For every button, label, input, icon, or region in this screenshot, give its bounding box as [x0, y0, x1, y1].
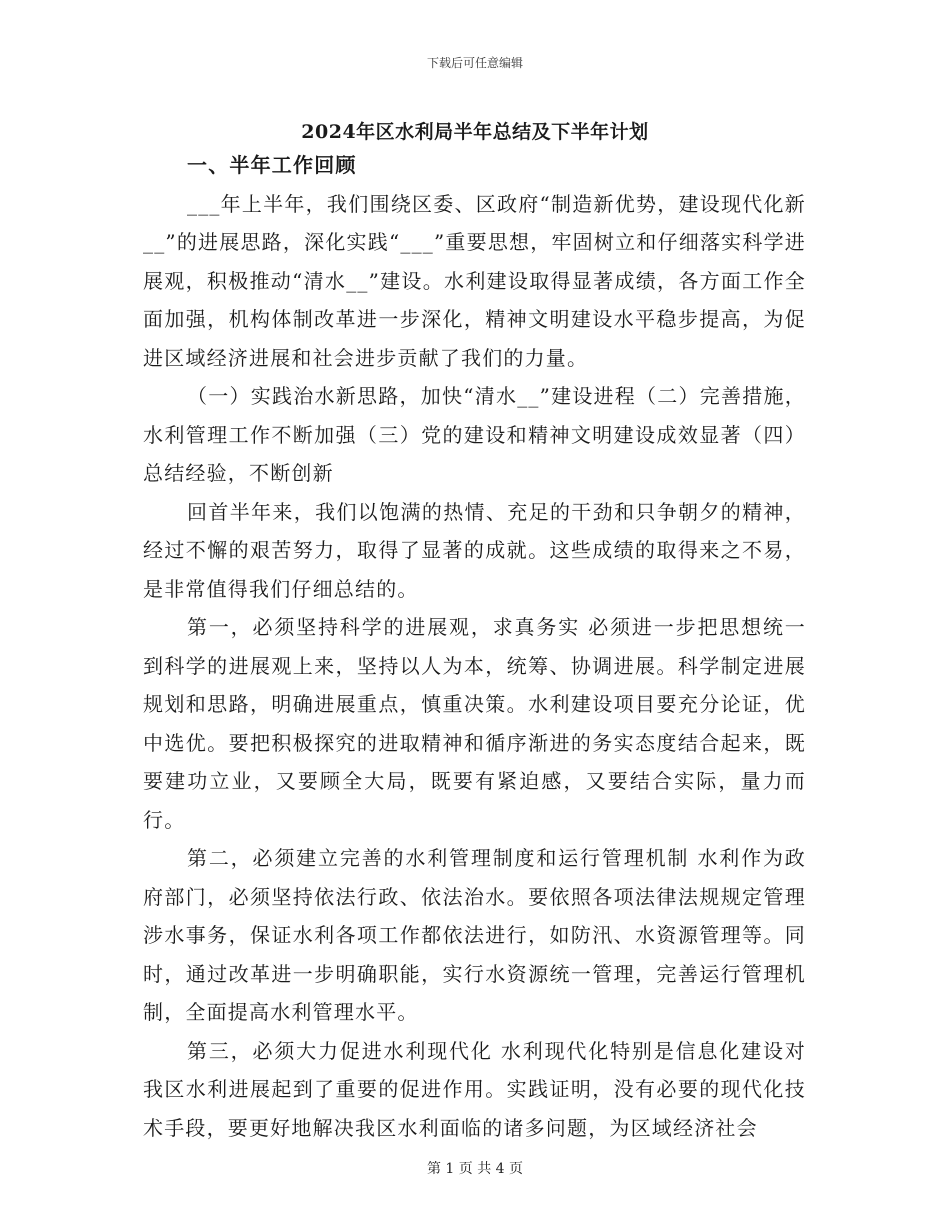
paragraph-second: 第二，必须建立完善的水利管理制度和运行管理机制 水利作为政府部门，必须坚持依法行政、依法治水。要依照各项法律法规规定管理涉水事务，保证水利各项工作都依法进行，如防汛、水资源管理等。同时，通过改革进一步明确职能，实行水资源统一管理，完善运行管理机制，全面提高水利管理水平。: [143, 846, 806, 1024]
paragraph-review: 回首半年来，我们以饱满的热情、充足的干劲和只争朝夕的精神，经过不懈的艰苦努力，取得了显著的成就。这些成绩的取得来之不易，是非常值得我们仔细总结的。: [143, 499, 806, 601]
paragraph-first: 第一，必须坚持科学的进展观，求真务实 必须进一步把思想统一到科学的进展观上来，坚持以人为本，统筹、协调进展。科学制定进展规划和思路，明确进展重点，慎重决策。水利建设项目要充分论证，优中选优。要把积极探究的进取精神和循序渐进的务实态度结合起来，既要建功立业，又要顾全大局，既要有紧迫感，又要结合实际，量力而行。: [143, 615, 806, 832]
document-body: [143, 146, 806, 1147]
paragraph-intro: ___年上半年，我们围绕区委、区政府“制造新优势，建设现代化新__”的进展思路，深化实践“___”重要思想，牢固树立和仔细落实科学进展观，积极推动“清水__”建设。水利建设取得显著成绩，各方面工作全面加强，机构体制改革进一步深化，精神文明建设水平稳步提高，为促进区域经济进展和社会进步贡献了我们的力量。: [143, 191, 806, 370]
page-number: 第 1 页 共 4 页: [426, 1161, 524, 1177]
paragraph-outline: （一）实践治水新思路，加快“清水__”建设进程（二）完善措施，水利管理工作不断加强（三）党的建设和精神文明建设成效显著（四）总结经验，不断创新: [143, 384, 806, 485]
section-heading: 一、半年工作回顾: [187, 153, 357, 177]
header-note: 下载后可任意编辑: [426, 56, 523, 70]
document-title: 2024年区水利局半年总结及下半年计划: [301, 121, 649, 143]
paragraph-third: 第三，必须大力促进水利现代化 水利现代化特别是信息化建设对我区水利进展起到了重要的促进作用。实践证明，没有必要的现代化技术手段，要更好地解决我区水利面临的诸多问题，为区域经济社会: [143, 1038, 806, 1140]
